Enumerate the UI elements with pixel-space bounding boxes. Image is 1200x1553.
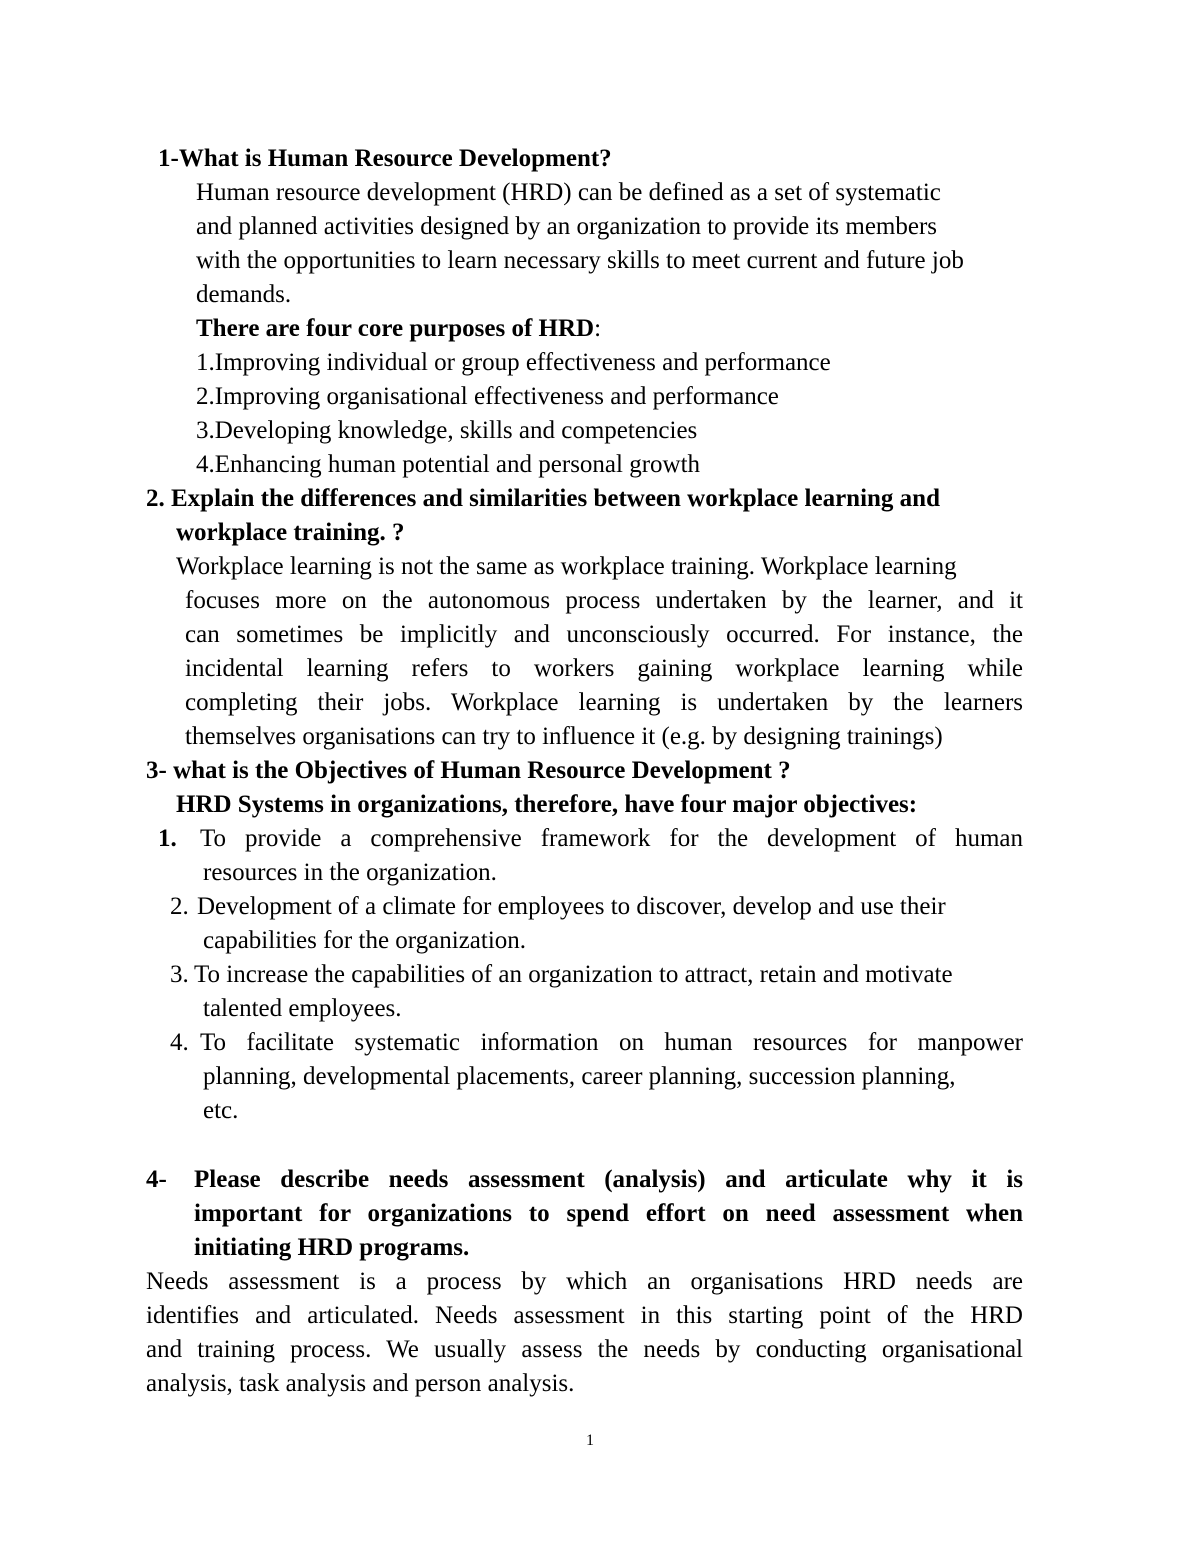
q3-objective-line: talented employees. [203, 995, 402, 1022]
q3-objective-line: etc. [203, 1097, 239, 1124]
q1-purpose-item: 3.Developing knowledge, skills and competencies [196, 417, 698, 444]
q1-purposes-colon: : [594, 315, 602, 342]
q3-objective-line: To facilitate systematic information on human resources for manpower [200, 1029, 1023, 1056]
q1-definition-line: demands. [196, 281, 292, 308]
q4-heading-number: 4- [146, 1166, 167, 1193]
q4-body-line: Needs assessment is a process by which an organisations HRD needs are [146, 1268, 1023, 1295]
q2-body-line: completing their jobs. Workplace learning is undertaken by the learners [185, 689, 1023, 716]
q2-heading: 2. Explain the differences and similarities between workplace learning and [146, 485, 940, 512]
q2-body-line: focuses more on the autonomous process undertaken by the learner, and it [185, 587, 1023, 614]
q2-body-line: can sometimes be implicitly and unconsciously occurred. For instance, the [185, 621, 1023, 648]
q3-objective-line: planning, developmental placements, career planning, succession planning, [203, 1063, 956, 1090]
q1-definition-line: Human resource development (HRD) can be defined as a set of systematic [196, 179, 941, 206]
q3-objective-line: capabilities for the organization. [203, 927, 527, 954]
q1-purposes-heading-text: There are four core purposes of HRD [196, 315, 595, 342]
q1-purposes-heading [196, 312, 601, 346]
page-number: 1 [586, 1432, 594, 1449]
q4-body-line: analysis, task analysis and person analysis. [146, 1370, 575, 1397]
q2-body-line: Workplace learning is not the same as workplace training. Workplace learning [176, 553, 957, 580]
q2-heading: workplace training. ? [176, 519, 405, 546]
q3-objective-number: 2. [170, 893, 189, 920]
q4-heading: Please describe needs assessment (analysis) and articulate why it is [194, 1166, 1023, 1193]
q1-purpose-item: 1.Improving individual or group effectiveness and performance [196, 349, 831, 376]
q3-objective-line: To provide a comprehensive framework for the development of human [200, 825, 1023, 852]
q2-body-line: themselves organisations can try to influence it (e.g. by designing trainings) [185, 723, 943, 750]
q2-body-line: incidental learning refers to workers gaining workplace learning while [185, 655, 1023, 682]
q4-body-line: and training process. We usually assess the needs by conducting organisational [146, 1336, 1023, 1363]
q4-heading: important for organizations to spend effort on need assessment when [194, 1200, 1023, 1227]
q1-purpose-item: 4.Enhancing human potential and personal growth [196, 451, 701, 478]
q3-objective-number: 3. [170, 961, 189, 988]
q3-heading: 3- what is the Objectives of Human Resource Development ? [146, 757, 791, 784]
q3-subheading: HRD Systems in organizations, therefore, have four major objectives: [176, 791, 918, 818]
q3-objective-line: resources in the organization. [203, 859, 497, 886]
q3-objective-number: 4. [170, 1029, 189, 1056]
q1-definition-line: and planned activities designed by an organization to provide its members [196, 213, 938, 240]
q3-objective-line: Development of a climate for employees to discover, develop and use their [197, 893, 946, 920]
q1-purpose-item: 2.Improving organisational effectiveness and performance [196, 383, 779, 410]
q1-heading: 1-What is Human Resource Development? [158, 145, 612, 172]
q3-objective-line: To increase the capabilities of an organization to attract, retain and motivate [194, 961, 953, 988]
q3-objective-number: 1. [158, 825, 177, 852]
q4-heading: initiating HRD programs. [194, 1234, 470, 1261]
q1-definition-line: with the opportunities to learn necessary skills to meet current and future job [196, 247, 964, 274]
q4-body-line: identifies and articulated. Needs assessment in this starting point of the HRD [146, 1302, 1023, 1329]
